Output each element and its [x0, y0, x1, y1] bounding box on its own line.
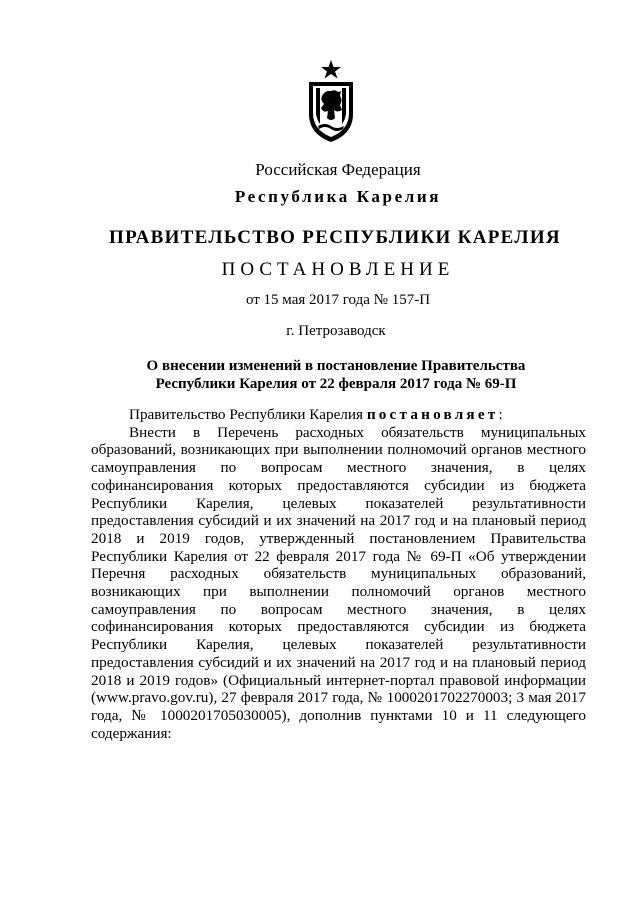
federation-title: Российская Федерация — [255, 160, 421, 179]
city-line: г. Петрозаводск — [286, 323, 386, 339]
document-body — [91, 406, 586, 742]
document-type: ПОСТАНОВЛЕНИЕ — [221, 259, 455, 280]
republic-title: Республика Карелия — [234, 187, 442, 206]
coat-of-arms-icon — [303, 58, 359, 144]
document-subject — [16, 357, 640, 393]
decree-paragraph: Внести в Перечень расходных обязательств муниципальных образований, возникающих при выполнении полномочий органов местного самоуправления по вопросам местного значения, в целях софинансирования которых предоставляются субсидии из бюджета Республики Карелия, целевых показателей результативности предоставления субсидий и их значений на 2017 год и на плановый период 2018 и 2019 годов, утвержденный постановлением Правительства Республики Карелия от 22 февраля 2017 года № 69-П «Об утверждении Перечня расходных обязательств муниципальных образований, возникающих при выполнении полномочий органов местного самоуправления по вопросам местного значения, в целях софинансирования которых предоставляются субсидии из бюджета Республики Карелия, целевых показателей результативности предоставления субсидий и их значений на 2017 год и на плановый период 2018 и 2019 годов» (Официальный интернет-портал правовой информации (www.pravo.gov.ru), 27 февраля 2017 года, № 1000201702270003; 3 мая 2017 года, № 1000201705030005), дополнив пунктами 10 и 11 следующего содержания: — [91, 423, 586, 742]
date-number-line: от 15 мая 2017 года № 157-П — [245, 292, 431, 308]
subject-line-2: Республики Карелия от 22 февраля 2017 года № 69-П — [155, 376, 517, 392]
government-title: ПРАВИТЕЛЬСТВО РЕСПУБЛИКИ КАРЕЛИЯ — [109, 227, 561, 248]
intro-suffix: : — [498, 406, 503, 423]
subject-line-1: О внесении изменений в постановление Правительства — [146, 358, 526, 374]
intro-keyword: постановляет — [366, 406, 499, 423]
decree-intro — [91, 406, 586, 424]
intro-prefix: Правительство Республики Карелия — [129, 406, 367, 423]
